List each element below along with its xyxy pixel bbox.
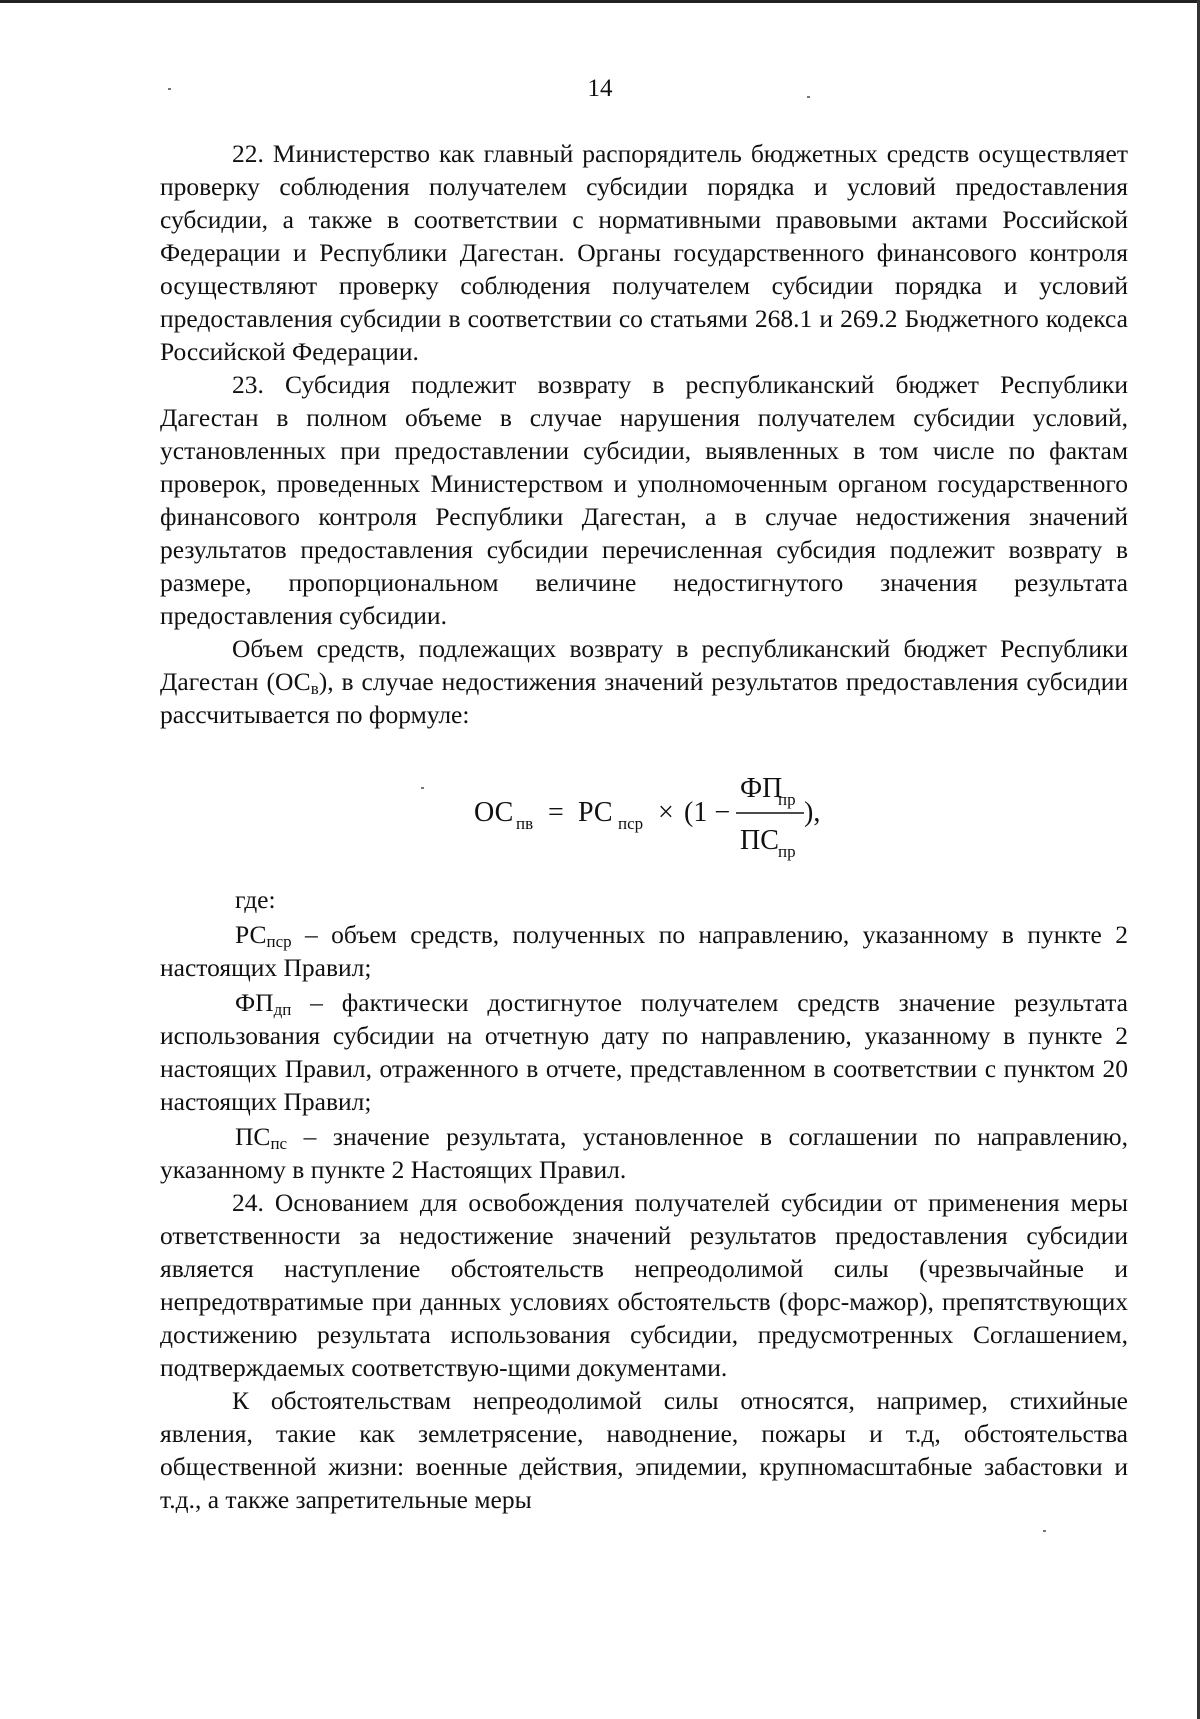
paragraph-volume-intro [160,632,1128,731]
definition-rs-text: – объем средств, полученных по направлению, указанному в пункте 2 настоящих Правил; [160,920,1128,982]
formula-denominator: ПС [740,825,779,856]
formula-lhs-subscript: пв [516,814,534,833]
definition-fp-text: – фактически достигнутое получателем средств значение результата использования субсидии на отчетную дату по направлению, указанному в пункте 2 настоящих Правил, отраженного в отчете, представленном в соответствии с пунктом 20 настоящих Правил; [160,988,1128,1116]
formula-open-bracket: (1 − [684,797,731,828]
paragraph-22: 22. Министерство как главный распорядитель бюджетных средств осуществляет проверку соблюдения получателем субсидии порядка и условий предоставления субсидии, а также в соответствии с нормативными правовыми актами Российской Федерации и Республики Дагестан. Органы государственного финансового контроля осуществляют проверку соблюдения получателем субсидии порядка и условий предоставления субсидии в соответствии со статьями 268.1 и 269.2 Бюджетного кодекса Российской Федерации. [160,139,1128,366]
definition-ps-text: – значение результата, установленное в соглашении по направлению, указанному в пункте 2 Настоящих Правил. [160,1122,1128,1184]
volume-intro-text-end: ), в случае недостижения значений результатов предоставления субсидии рассчитывается по формуле: [160,667,1128,729]
formula-lhs: ОС [474,797,514,828]
formula-close-bracket: ), [804,797,821,828]
scan-speck [1043,1530,1046,1532]
paragraph-23: 23. Субсидия подлежит возврату в республиканский бюджет Республики Дагестан в полном объеме в случае нарушения получателем субсидии условий, установленных при предоставлении субсидии, выявленных в том числе по фактам проверок, проведенных Министерством и уполномоченным органом государственного финансового контроля Республики Дагестан, а в случае недостижения значений результатов предоставления субсидии перечисленная субсидия подлежит возврату в размере, пропорциональном величине недостигнутого значения результата предоставления субсидии. [160,370,1128,630]
definition-fp-symbol: ФП [235,988,274,1017]
formula-rs-subscript: пср [618,814,644,833]
formula-numerator: ФП [740,773,783,804]
document-body [160,137,1128,1516]
formula-rs: РС [578,797,613,828]
volume-intro-text: Объем средств, подлежащих возврату в республиканский бюджет Республики Дагестан (ОС [160,634,1128,696]
where-label: где: [235,885,276,914]
paragraph-24: 24. Основанием для освобождения получателей субсидии от применения меры ответственности за недостижение значений результатов предоставления субсидии является наступление обстоятельств непреодолимой силы (чрезвычайные и непредотвратимые при данных условиях обстоятельств (форс-мажор), препятствующих достижению результата использования субсидии, предусмотренных Соглашением, подтверждаемых соответствую-щими документами. [160,1188,1128,1382]
definition-rs-symbol: РС [235,920,267,949]
formula-equals: = [548,797,564,828]
paragraph-force-majeure: К обстоятельствам непреодолимой силы относятся, например, стихийные явления, такие как землетрясение, наводнение, пожары и т.д, обстоятельства общественной жизни: военные действия, эпидемии, крупномасштабные забастовки и т.д., а также запретительные меры [160,1386,1128,1514]
formula-denominator-subscript: пр [778,842,796,861]
definition-ps-subscript: пс [270,1134,288,1153]
formula-times: × [658,797,674,828]
page-number: 14 [587,75,613,102]
scan-edge-top [0,0,1200,3]
formula-numerator-subscript: пр [778,790,796,809]
formula-block [160,757,1128,869]
return-volume-formula [474,757,834,869]
definition-ps [160,1120,1128,1186]
definition-fp-subscript: дп [273,1000,292,1019]
definition-rs-subscript: пср [266,932,292,951]
volume-intro-subscript: в [310,679,319,698]
definition-fp [160,986,1128,1118]
definition-rs [160,918,1128,984]
definition-ps-symbol: ПС [235,1122,271,1151]
